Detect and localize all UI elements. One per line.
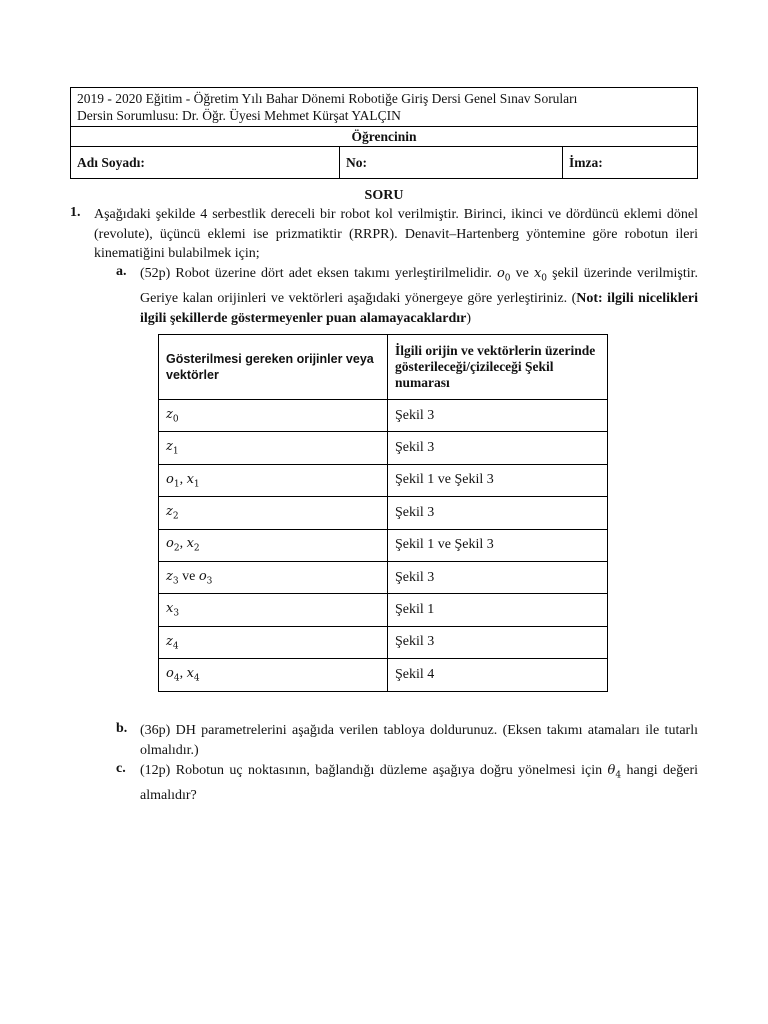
figure-cell: Şekil 1 ve Şekil 3: [388, 464, 608, 496]
table-body: [159, 400, 608, 692]
symbol: $z_0$: [166, 406, 179, 425]
figure-cell: Şekil 3: [388, 497, 608, 529]
symbol-cell: [159, 400, 388, 432]
figure-cell: Şekil 3: [388, 561, 608, 593]
theta4-symbol: $\theta_4$: [607, 763, 622, 781]
symbol-separator: ,: [179, 471, 187, 487]
question-number: 1.: [70, 205, 81, 220]
symbol: $x_3$: [166, 601, 180, 619]
assignment-table: [158, 334, 608, 692]
part-a-instructions: şekil üzerinde verilmiştir. Geriye kalan orijinleri ve vektörleri aşağıdaki yönergeye göre yerleştiriniz. (: [140, 266, 699, 307]
x0-symbol: $x_0$: [533, 266, 548, 284]
part-a-note: Not: ilgili nicelikleri ilgili şekillerde göstermeyenler puan alamayacaklardır: [140, 291, 698, 326]
table-header-row: [159, 335, 608, 400]
symbol: $o_4$: [166, 666, 180, 684]
part-a-and: ve: [515, 266, 529, 281]
symbol-cell: [159, 497, 388, 529]
symbol-cell: [159, 659, 388, 691]
table-row: [159, 626, 608, 658]
part-a-intro: (52p) Robot üzerine dört adet eksen takımı yerleştirilmelidir.: [140, 266, 492, 281]
part-c-question: hangi değeri almalıdır?: [140, 763, 699, 804]
part-c-text: [140, 761, 698, 806]
table-row: [159, 529, 608, 561]
table-row: [159, 561, 608, 593]
table-header-col2: İlgili orijin ve vektörlerin üzerinde gösterileceği/çizileceği Şekil numarası: [388, 335, 608, 400]
exam-title: 2019 - 2020 Eğitim - Öğretim Yılı Bahar Dönemi Robotiğe Giriş Dersi Genel Sınav Soruları: [77, 91, 578, 106]
figure-cell: Şekil 3: [388, 400, 608, 432]
symbol-separator: ,: [179, 536, 187, 552]
symbol-cell: [159, 626, 388, 658]
table-row: [159, 659, 608, 691]
figure-cell: Şekil 1: [388, 594, 608, 626]
signature-field-label: İmza:: [563, 147, 698, 179]
symbol: $z_2$: [166, 504, 179, 522]
symbol-cell: [159, 464, 388, 496]
name-field-label: Adı Soyadı:: [71, 147, 340, 179]
symbol: $z_3$: [166, 568, 179, 587]
symbol: $z_1$: [166, 439, 179, 457]
table-header-col1: Gösterilmesi gereken orijinler veya vektörler: [159, 335, 388, 400]
figure-cell: Şekil 1 ve Şekil 3: [388, 529, 608, 561]
course-instructor: Dersin Sorumlusu: Dr. Öğr. Üyesi Mehmet Kürşat YALÇIN: [77, 108, 401, 123]
o0-symbol: $o_0$: [496, 266, 511, 284]
symbol-separator: ve: [178, 568, 199, 584]
symbol-cell: [159, 432, 388, 464]
number-field-label: No:: [340, 147, 563, 179]
symbol: $x_1$: [186, 471, 200, 490]
symbol-cell: [159, 561, 388, 593]
part-c-letter: c.: [116, 761, 126, 776]
symbol: $o_2$: [166, 536, 180, 555]
symbol-separator: ,: [179, 666, 187, 682]
section-title: SORU: [364, 188, 404, 203]
symbol: $o_3$: [198, 568, 213, 587]
symbol: $x_4$: [186, 666, 200, 684]
figure-cell: Şekil 3: [388, 626, 608, 658]
table-row: [159, 497, 608, 529]
table-row: [159, 400, 608, 432]
symbol-cell: [159, 529, 388, 561]
figure-cell: Şekil 3: [388, 432, 608, 464]
part-b-letter: b.: [116, 721, 128, 736]
student-heading: Öğrencinin: [71, 127, 698, 147]
figure-cell: Şekil 4: [388, 659, 608, 691]
symbol: $z_4$: [166, 633, 179, 652]
question-text: Aşağıdaki şekilde 4 serbestlik dereceli bir robot kol verilmiştir. Birinci, ikinci ve dördüncü eklemi dönel (revolute), üçüncü eklemi ise prizmatiktir (RRPR). Denavit–Hartenberg yöntemine göre robotun ileri kinematiğini bulabilmek için;: [94, 207, 698, 261]
table-row: [159, 432, 608, 464]
exam-title-cell: [71, 88, 698, 127]
part-a-letter: a.: [116, 264, 127, 279]
part-a-text: (52p) Robot üzerine dört adet eksen takımı yerleştirilmelidir. $o_0$ ve $x_0$ şekil üzerinde verilmiştir. Geriye kalan orijinleri ve vektörleri aşağıdaki yönergeye göre yerleştiriniz. (Not: ilgili nicelikleri ilgili şekillerde göstermeyenler puan alamayacaklardır): [140, 266, 699, 326]
part-c-intro: (12p) Robotun uç noktasının, bağlandığı düzleme aşağıya doğru yönelmesi için: [140, 763, 603, 778]
table-row: [159, 594, 608, 626]
symbol: $x_2$: [186, 536, 200, 555]
table-row: [159, 464, 608, 496]
part-b-text: (36p) DH parametrelerini aşağıda verilen tabloya doldurunuz. (Eksen takımı atamaları ile tutarlı olmalıdır.): [140, 723, 698, 758]
symbol: $o_1$: [166, 471, 180, 490]
symbol-cell: [159, 594, 388, 626]
header-table: [70, 87, 698, 179]
